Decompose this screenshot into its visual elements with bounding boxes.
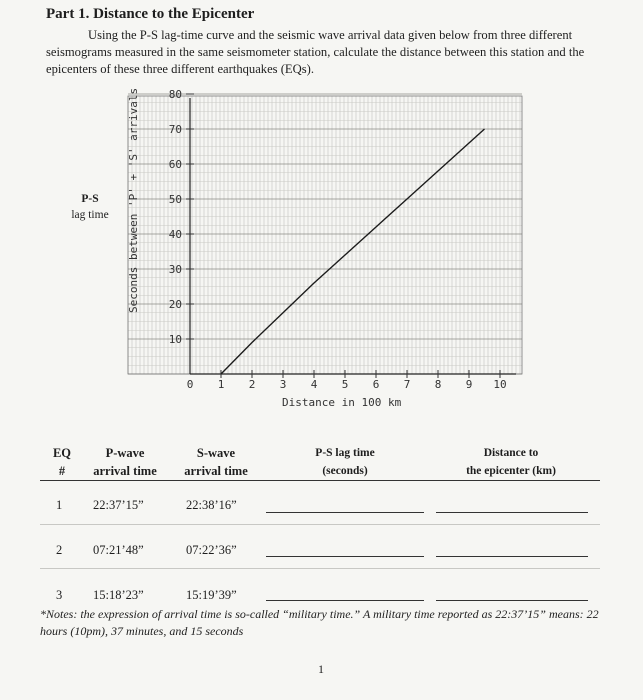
- row2-lag-answer[interactable]: [266, 556, 424, 557]
- x-axis-label: Distance in 100 km: [282, 396, 402, 409]
- ps-axis-label-line2: lag time: [71, 209, 109, 221]
- x-tick-label: 10: [493, 378, 507, 391]
- row1-divider: [40, 524, 600, 525]
- row2-p-arrival: 07:21’48”: [93, 543, 144, 557]
- header-eq-label: EQ: [52, 446, 72, 460]
- row2-divider: [40, 568, 600, 569]
- header-s-wave-sub: arrival time: [184, 464, 248, 478]
- y-tick-label: 30: [168, 263, 182, 276]
- page-number: 1: [318, 662, 324, 676]
- y-tick-label: 20: [168, 298, 182, 311]
- row2-eq: 2: [56, 543, 63, 557]
- y-tick-label: 60: [168, 158, 182, 171]
- y-axis-label: Seconds between 'P' + 'S' arrivals: [127, 88, 140, 313]
- header-divider: [40, 480, 600, 481]
- x-tick-label: 1: [217, 378, 225, 391]
- row3-s-arrival: 15:19’39”: [186, 588, 237, 602]
- instructions-text: Using the P-S lag-time curve and the seismic wave arrival data given below from three different seismograms measured in the same seismometer station, calculate the distance between this station and the epicenters of these three different earthquakes (EQs).: [46, 28, 585, 76]
- header-s-wave-label: S-wave: [196, 446, 236, 460]
- header-lag-time: [290, 444, 400, 480]
- row3-distance-answer[interactable]: [436, 600, 588, 601]
- row2-distance-answer[interactable]: [436, 556, 588, 557]
- notes-text: *Notes: the expression of arrival time is so-called “military time.” A military time reported as 22:37’15” means: 22 hours (10pm), 37 minutes, and 15 seconds: [40, 607, 599, 638]
- instructions-paragraph: [46, 27, 591, 78]
- row1-distance-answer[interactable]: [436, 512, 588, 513]
- y-tick-label: 40: [168, 228, 182, 241]
- header-eq-num: #: [58, 464, 66, 478]
- y-tick-label: 10: [168, 333, 182, 346]
- header-lag-sub: (seconds): [322, 465, 368, 477]
- page-title: Part 1. Distance to the Epicenter: [46, 6, 255, 22]
- y-tick-label: 70: [168, 123, 182, 136]
- header-dist-sub: the epicenter (km): [466, 465, 556, 477]
- x-tick-label: 5: [341, 378, 349, 391]
- header-lag-label: P-S lag time: [315, 447, 375, 459]
- header-p-wave: [80, 444, 170, 480]
- x-tick-label: 3: [279, 378, 287, 391]
- x-tick-label: 8: [434, 378, 442, 391]
- y-tick-label: 50: [168, 193, 182, 206]
- header-p-wave-sub: arrival time: [93, 464, 157, 478]
- row3-eq: 3: [56, 588, 63, 602]
- row1-s-arrival: 22:38’16”: [186, 498, 237, 512]
- ps-lag-time-chart: [110, 88, 530, 418]
- y-tick-label: 80: [168, 88, 182, 101]
- x-tick-label: 7: [403, 378, 411, 391]
- x-tick-label: 6: [372, 378, 380, 391]
- x-tick-label: 4: [310, 378, 318, 391]
- x-origin-label: 0: [186, 378, 194, 391]
- row3-lag-answer[interactable]: [266, 600, 424, 601]
- row3-p-arrival: 15:18’23”: [93, 588, 144, 602]
- header-dist-label: Distance to: [483, 447, 539, 459]
- x-tick-label: 2: [248, 378, 256, 391]
- header-s-wave: [172, 444, 260, 480]
- header-distance: [448, 444, 574, 480]
- header-p-wave-label: P-wave: [105, 446, 145, 460]
- row1-eq: 1: [56, 498, 63, 512]
- row1-lag-answer[interactable]: [266, 512, 424, 513]
- row2-s-arrival: 07:22’36”: [186, 543, 237, 557]
- ps-axis-label-line1: P-S: [81, 193, 99, 205]
- x-tick-label: 9: [465, 378, 473, 391]
- row1-p-arrival: 22:37’15”: [93, 498, 144, 512]
- header-eq: [40, 444, 84, 480]
